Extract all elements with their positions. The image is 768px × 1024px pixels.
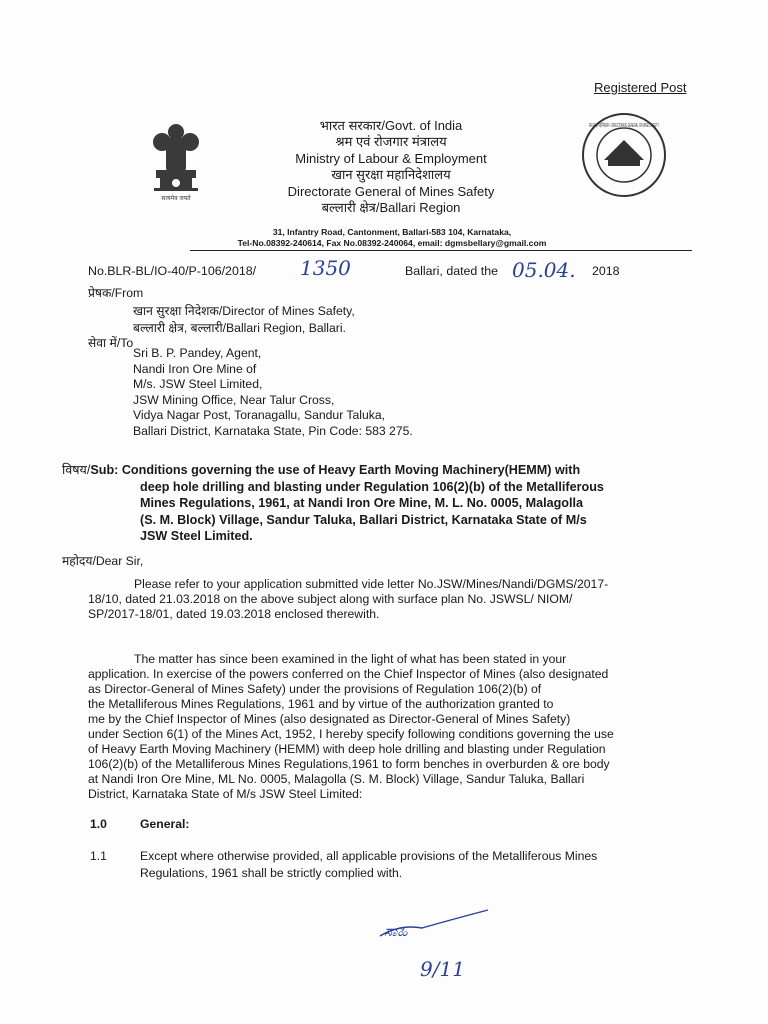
registered-post-label: Registered Post bbox=[594, 80, 687, 95]
org-line: खान सुरक्षा महानिदेशालय bbox=[331, 167, 451, 183]
section-title: General: bbox=[140, 817, 190, 831]
paragraph-line: as Director-General of Mines Safety) under the provisions of Regulation 106(2)(b) of bbox=[88, 682, 542, 696]
clause-text bbox=[140, 848, 694, 882]
subject-line: (S. M. Block) Village, Sandur Taluka, Ballari District, Karnataka State of M/s bbox=[140, 512, 587, 527]
from-line: खान सुरक्षा निदेशक/Director of Mines Safety, bbox=[133, 304, 355, 318]
dgms-seal-icon bbox=[570, 112, 762, 198]
paragraph-line: SP/2017-18/01, dated 19.03.2018 enclosed therewith. bbox=[88, 607, 380, 621]
from-label: प्रेषक/From bbox=[88, 286, 144, 300]
salutation: महोदय/Dear Sir, bbox=[62, 554, 144, 568]
signature-sub-text: 9/11 bbox=[420, 957, 465, 981]
recipient-line: M/s. JSW Steel Limited, bbox=[133, 377, 263, 392]
subject-first-line: Sub: Conditions governing the use of Heavy Earth Moving Machinery(HEMM) with bbox=[90, 463, 581, 477]
org-line: श्रम एवं रोजगार मंत्रालय bbox=[335, 134, 447, 150]
recipient-line: Vidya Nagar Post, Toranagallu, Sandur Taluka, bbox=[133, 408, 386, 423]
paragraph-line: The matter has since been examined in the light of what has been stated in your bbox=[134, 652, 567, 666]
emblem-caption: सत्यमेव जयते bbox=[161, 196, 191, 202]
paragraph-authorization bbox=[88, 652, 694, 802]
org-line: भारत सरकार/Govt. of India bbox=[319, 118, 463, 133]
address-line: 31, Infantry Road, Cantonment, Ballari-583 104, Karnataka, bbox=[272, 227, 512, 237]
office-address bbox=[170, 227, 614, 249]
paragraph-reference bbox=[88, 577, 694, 622]
paragraph-line: Please refer to your application submitted vide letter No.JSW/Mines/Nandi/DGMS/2017- bbox=[134, 577, 609, 591]
org-line: Directorate General of Mines Safety bbox=[287, 183, 495, 199]
clause-line: Except where otherwise provided, all applicable provisions of the Metalliferous Mines bbox=[140, 849, 598, 863]
paragraph-line: the Metalliferous Mines Regulations, 1961 and by virtue of the authorization granted to bbox=[88, 697, 554, 711]
signature-initials bbox=[370, 906, 500, 986]
seal-text: खान सुरक्षा महानिदेशालय · DIRECTORATE GENERAL OF MINES SAFETY bbox=[589, 123, 762, 129]
letter-number: No.BLR-BL/IO-40/P-106/2018/ bbox=[88, 264, 257, 278]
paragraph-line: under Section 6(1) of the Mines Act, 1952, I hereby specify following conditions governing the use bbox=[88, 727, 614, 741]
recipient-line: Nandi Iron Ore Mine of bbox=[133, 361, 257, 376]
clause-number: 1.1 bbox=[90, 849, 107, 863]
recipient-address bbox=[133, 346, 413, 440]
address-line: Tel-No.08392-240614, Fax No.08392-240064, email: dgmsbellary@gmail.com bbox=[237, 238, 547, 248]
place-date-label: Ballari, dated the bbox=[405, 264, 498, 278]
header-divider bbox=[190, 250, 692, 251]
paragraph-line: 106(2)(b) of the Metalliferous Mines Regulations,1961 to form benches in overburden & ore body bbox=[88, 757, 610, 771]
paragraph-line: of Heavy Earth Moving Machinery (HEMM) with deep hole drilling and blasting under Regulation bbox=[88, 742, 606, 756]
subject-block bbox=[62, 462, 708, 545]
org-line: Ministry of Labour & Employment bbox=[295, 150, 487, 166]
subject-line: deep hole drilling and blasting under Regulation 106(2)(b) of the Metalliferous bbox=[140, 479, 604, 494]
signature-initial-text: ಸಾಹಿ bbox=[384, 922, 408, 940]
subject-label: विषय/ bbox=[62, 463, 91, 477]
subject-line: Mines Regulations, 1961, at Nandi Iron Ore Mine, M. L. No. 0005, Malagolla bbox=[140, 496, 583, 511]
org-line: बल्लारी क्षेत्र/Ballari Region bbox=[321, 200, 461, 216]
national-emblem-icon bbox=[148, 120, 204, 206]
recipient-line: Ballari District, Karnataka State, Pin Code: 583 275. bbox=[133, 423, 413, 438]
section-number: 1.0 bbox=[90, 817, 107, 831]
recipient-line: JSW Mining Office, Near Talur Cross, bbox=[133, 392, 335, 407]
recipient-line: Sri B. P. Pandey, Agent, bbox=[133, 346, 262, 360]
from-line: बल्लारी क्षेत्र, बल्लारी/Ballari Region, Ballari. bbox=[133, 321, 346, 335]
clause-line: Regulations, 1961 shall be strictly complied with. bbox=[140, 866, 403, 880]
paragraph-line: me by the Chief Inspector of Mines (also designated as Director-General of Mines Safety) bbox=[88, 712, 571, 726]
handwritten-number: 1350 bbox=[300, 256, 351, 280]
letter-year: 2018 bbox=[592, 264, 620, 278]
subject-line: JSW Steel Limited. bbox=[140, 529, 253, 544]
paragraph-line: 18/10, dated 21.03.2018 on the above subject along with surface plan No. JSWSL/ NIOM/ bbox=[88, 592, 573, 606]
organization-header bbox=[240, 118, 542, 216]
paragraph-line: at Nandi Iron Ore Mine, ML No. 0005, Malagolla (S. M. Block) Village, Sandur Taluka, Ballari bbox=[88, 772, 585, 786]
paragraph-line: District, Karnataka State of M/s JSW Steel Limited: bbox=[88, 787, 363, 801]
paragraph-line: application. In exercise of the powers conferred on the Chief Inspector of Mines (also designated bbox=[88, 667, 609, 681]
handwritten-date: 05.04. bbox=[512, 258, 576, 282]
to-label: सेवा में/To bbox=[88, 336, 134, 350]
